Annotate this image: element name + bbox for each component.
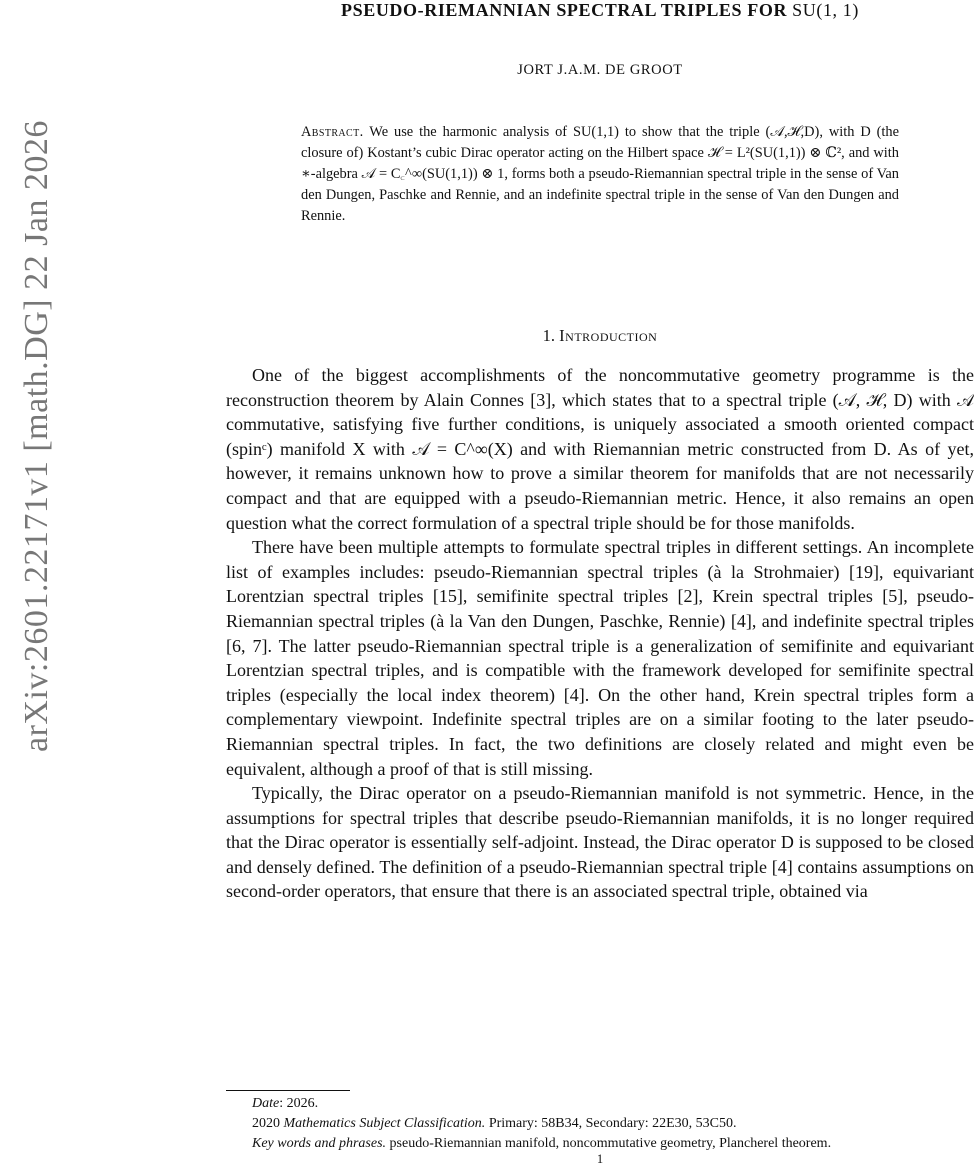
abstract-text: We use the harmonic analysis of SU(1,1) to show that the triple (𝒜,ℋ,D), with D (the closure of) Kostant’s cubic Dirac operator acting on the Hilbert space ℋ = L²(SU(1,1)) ⊗ ℂ², and with ∗-algebra 𝒜 = C꜀^∞(SU(1,1)) ⊗ 1, forms both a pseudo-Riemannian spectral triple in the sense of Van den Dungen, Paschke and Rennie, and an indefinite spectral triple in the sense of Van den Dungen and Rennie. bbox=[301, 124, 899, 224]
paragraph: One of the biggest accomplishments of the noncommutative geometry programme is the reconstruction theorem by Alain Connes [3], which states that to a spectral triple (𝒜, ℋ, D) with 𝒜 commutative, satisfying five further conditions, is uniquely associated a smooth oriented compact (spinᶜ) manifold X with 𝒜 = C^∞(X) and with Riemannian metric constructed from D. As of yet, however, it remains unknown how to prove a similar theorem for manifolds that are not necessarily compact and that are equipped with a pseudo-Riemannian metric. Hence, it also remains an open question what the correct formulation of a spectral triple should be for those manifolds. bbox=[226, 365, 974, 533]
footnote-msc bbox=[226, 1114, 974, 1134]
footnote-rule bbox=[226, 1090, 350, 1091]
keywords-label: Key words and phrases. bbox=[252, 1136, 387, 1151]
footnote-date bbox=[226, 1094, 974, 1114]
abstract bbox=[301, 122, 899, 227]
paragraph: Typically, the Dirac operator on a pseudo-Riemannian manifold is not symmetric. Hence, in the assumptions for spectral triples that describe pseudo-Riemannian manifolds, it is no longer required that the Dirac operator is essentially self-adjoint. Instead, the Dirac operator D is supposed to be closed and densely defined. The definition of a pseudo-Riemannian spectral triple [4] contains assumptions on second-order operators, that ensure that there is an associated spectral triple, obtained via bbox=[226, 783, 974, 902]
section-heading bbox=[226, 326, 974, 346]
msc-year: 2020 bbox=[252, 1116, 280, 1131]
page-number: 1 bbox=[596, 1152, 604, 1166]
keywords-value: pseudo-Riemannian manifold, noncommutative geometry, Plancherel theorem. bbox=[389, 1136, 832, 1151]
msc-label: Mathematics Subject Classification. bbox=[283, 1116, 486, 1131]
paper-title bbox=[226, 0, 974, 21]
date-label: Date bbox=[252, 1096, 280, 1111]
footnote-keywords bbox=[226, 1134, 974, 1154]
abstract-label: Abstract. bbox=[301, 124, 364, 140]
section-number: 1. bbox=[542, 326, 556, 345]
title-main: PSEUDO-RIEMANNIAN SPECTRAL TRIPLES FOR bbox=[341, 0, 788, 20]
footnotes bbox=[226, 1094, 974, 1154]
msc-value: Primary: 58B34, Secondary: 22E30, 53C50. bbox=[488, 1116, 737, 1131]
paragraph: There have been multiple attempts to formulate spectral triples in different settings. An incomplete list of examples includes: pseudo-Riemannian spectral triples (à la Strohmaier) [19], equivariant Lorentzian spectral triples [15], semifinite spectral triples [2], Krein spectral triples [5], pseudo-Riemannian spectral triples (à la Van den Dungen, Paschke, Rennie) [4], and indefinite spectral triples [6, 7]. The latter pseudo-Riemannian spectral triple is a generalization of semifinite and equivariant Lorentzian spectral triples, and is compatible with the framework developed for semifinite spectral triples (especially the local index theorem) [4]. On the other hand, Krein spectral triples form a complementary viewpoint. Indefinite spectral triples are on a similar footing to the later pseudo-Riemannian spectral triples. In fact, the two definitions are closely related and might even be equivalent, although a proof of that is still missing. bbox=[226, 537, 974, 779]
author: JORT J.A.M. DE GROOT bbox=[517, 62, 683, 78]
arxiv-stamp: arXiv:2601.22171v1 [math.DG] 22 Jan 2026 bbox=[18, 120, 55, 752]
section-title: Introduction bbox=[559, 326, 658, 345]
title-group: SU(1, 1) bbox=[792, 0, 859, 20]
date-value: : 2026. bbox=[279, 1096, 319, 1111]
body-text bbox=[226, 363, 974, 904]
